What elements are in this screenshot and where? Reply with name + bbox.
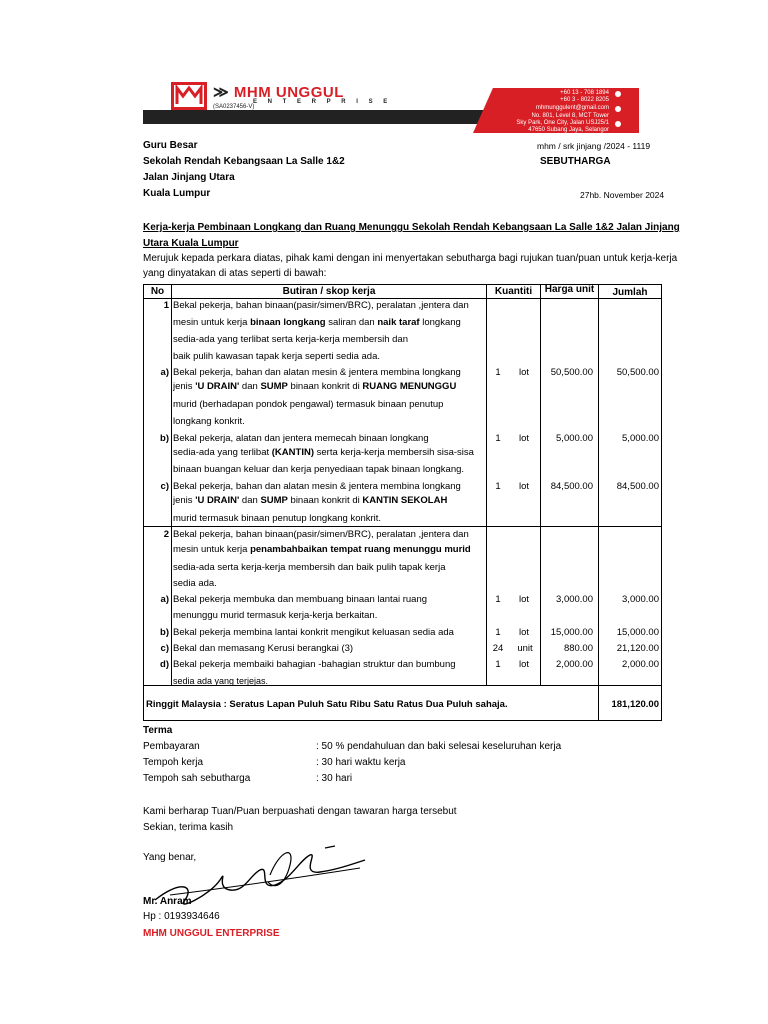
location-icon [615, 121, 621, 127]
email: mhmunggulent@gmail.com [535, 105, 609, 111]
recipient-line-4: Kuala Lumpur [143, 188, 211, 199]
item-label: c) [160, 481, 169, 492]
recipient-line-3: Jalan Jinjang Utara [143, 172, 235, 183]
header-description: Butiran / skop kerja [282, 286, 376, 297]
address-line-2: Sky Park, One City, Jalan USJ25/1 [516, 120, 609, 126]
term-value: : 30 hari waktu kerja [316, 757, 406, 768]
s1-line-3: sedia-ada yang terlibat serta kerja-kerja membersih dan [173, 334, 408, 345]
item-label: d) [160, 659, 169, 670]
col-divider [540, 285, 541, 685]
quantity: 1 [495, 659, 501, 670]
s2-line-3: sedia-ada serta kerja-kerja membersih dan baik pulih tapak kerja [173, 562, 446, 573]
subject-line-1: Kerja-kerja Pembinaan Longkang dan Ruang Menunggu Sekolah Rendah Kebangsaan La Salle 1&2 Jalan Jinjang [143, 222, 680, 233]
c1-line-1: Bekal pekerja, bahan dan alatan mesin & jentera membina longkang [173, 481, 461, 492]
term-label: Pembayaran [143, 741, 200, 752]
item-label: c) [160, 643, 169, 654]
unit: lot [518, 594, 530, 605]
line-total: 5,000.00 [622, 433, 659, 444]
a1-line-3: murid (berhadapan pondok pengawal) termasuk binaan penutup [173, 399, 444, 410]
term-value: : 30 hari [316, 773, 353, 784]
d2-line-1: Bekal pekerja membaiki bahagian -bahagian struktur dan bumbung [173, 659, 456, 670]
s1-line-2: mesin untuk kerja binaan longkang saliran dan naik taraf longkang [173, 317, 461, 328]
line-total: 2,000.00 [622, 659, 659, 670]
s2-line-4: sedia ada. [173, 578, 217, 589]
registration-number: (SA0237456-V) [213, 104, 255, 110]
signature-image [150, 840, 370, 920]
brand-tagline: E N T E R P R I S E [253, 99, 392, 105]
unit: lot [518, 367, 530, 378]
unit: lot [518, 481, 530, 492]
address-line-1: No. 801, Level 8, MCT Tower [531, 113, 609, 119]
address-line-3: 47650 Subang Jaya, Selangor [528, 127, 609, 133]
c1-line-3: murid termasuk binaan penutup longkang konkrit. [173, 513, 382, 524]
b2-line-1: Bekal pekerja membina lantai konkrit mengikut keluasan sedia ada [173, 627, 454, 638]
subject-line-2: Utara Kuala Lumpur [143, 238, 239, 249]
header-total: Jumlah [612, 287, 648, 298]
unit-price: 2,000.00 [556, 659, 593, 670]
col-divider [171, 285, 172, 685]
unit-price: 5,000.00 [556, 433, 593, 444]
sign-off: Yang benar, [143, 852, 197, 863]
term-label: Tempoh kerja [143, 757, 204, 768]
line-total: 15,000.00 [616, 627, 659, 638]
row-number: 1 [163, 300, 169, 311]
unit-price: 880.00 [563, 643, 593, 654]
a2-line-2: menunggu murid termasuk kerja-kerja berkaitan. [173, 610, 378, 621]
quotation-table [143, 284, 662, 721]
b1-line-2: sedia-ada yang terlibat (KANTIN) serta kerja-kerja membersih sisa-sisa [173, 447, 474, 458]
a1-line-2: jenis 'U DRAIN' dan SUMP binaan konkrit di RUANG MENUNGGU [173, 381, 457, 392]
company-name: MHM UNGGUL ENTERPRISE [143, 928, 280, 939]
a1-line-1: Bekal pekerja, bahan dan alatan mesin & jentera membina longkang [173, 367, 461, 378]
unit: lot [518, 433, 530, 444]
s1-line-1: Bekal pekerja, bahan binaan(pasir/simen/BRC), peralatan ,jentera dan [173, 300, 469, 311]
intro-line-2: yang dinyatakan di atas seperti di bawah: [143, 268, 327, 279]
line-total: 21,120.00 [616, 643, 659, 654]
section-divider [144, 526, 661, 527]
intro-line-1: Merujuk kepada perkara diatas, pihak kami dengan ini menyertakan sebutharga bagi rujukan tuan/puan untuk kerja-kerja [143, 253, 678, 264]
unit: lot [518, 659, 530, 670]
item-label: b) [160, 433, 169, 444]
email-icon [615, 106, 621, 112]
line-total: 84,500.00 [616, 481, 659, 492]
term-value: : 50 % pendahuluan dan baki selesai keseluruhan kerja [316, 741, 562, 752]
document-date: 27hb. November 2024 [580, 190, 665, 200]
header-divider [144, 298, 661, 299]
s2-line-2: mesin untuk kerja penambahbaikan tempat ruang menunggu murid [173, 544, 471, 555]
company-logo-icon [171, 82, 207, 110]
phone-icon [615, 91, 621, 97]
signer-phone: Hp : 0193934646 [143, 911, 220, 922]
term-label: Tempoh sah sebutharga [143, 773, 251, 784]
quantity: 1 [495, 367, 501, 378]
unit-price: 3,000.00 [556, 594, 593, 605]
b1-line-3: binaan buangan keluar dan kerja penyediaan tapak binaan longkang. [173, 464, 465, 475]
quantity: 1 [495, 627, 501, 638]
unit-price: 84,500.00 [550, 481, 593, 492]
closing-line-1: Kami berharap Tuan/Puan berpuashati dengan tawaran harga tersebut [143, 806, 457, 817]
phone-2: +60 3 - 8022 8205 [560, 97, 609, 103]
item-label: a) [160, 594, 169, 605]
unit: lot [518, 627, 530, 638]
col-divider [598, 285, 599, 720]
line-total: 50,500.00 [616, 367, 659, 378]
header-quantity: Kuantiti [494, 286, 533, 297]
line-total: 3,000.00 [622, 594, 659, 605]
unit-price: 15,000.00 [550, 627, 593, 638]
total-in-words: Ringgit Malaysia : Seratus Lapan Puluh Satu Ribu Satu Ratus Dua Puluh sahaja. [146, 699, 508, 710]
s2-line-1: Bekal pekerja, bahan binaan(pasir/simen/BRC), peralatan ,jentera dan [173, 529, 469, 540]
unit-price: 50,500.00 [550, 367, 593, 378]
c2-line-1: Bekal dan memasang Kerusi berangkai (3) [173, 643, 354, 654]
brand-name: ≫ MHM UNGGUL [213, 84, 344, 101]
document-type: SEBUTHARGA [540, 156, 611, 167]
item-label: a) [160, 367, 169, 378]
a2-line-1: Bekal pekerja membuka dan membuang binaan lantai ruang [173, 594, 428, 605]
signer-name: Mr. Anram [143, 896, 192, 907]
c1-line-2: jenis 'U DRAIN' dan SUMP binaan konkrit di KANTIN SEKOLAH [173, 495, 448, 506]
d2-line-2: sedia ada yang terjejas. [173, 676, 269, 686]
row-number: 2 [163, 529, 169, 540]
a1-line-4: longkang konkrit. [173, 416, 245, 427]
recipient-line-2: Sekolah Rendah Kebangsaan La Salle 1&2 [143, 156, 345, 167]
b1-line-1: Bekal pekerja, alatan dan jentera memecah binaan longkang [173, 433, 429, 444]
s1-line-4: baik pulih kawasan tapak kerja seperti sedia ada. [173, 351, 381, 362]
quantity: 1 [495, 594, 501, 605]
quantity: 1 [495, 481, 501, 492]
header-unit-price: Harga unit [544, 284, 595, 295]
letterhead [143, 80, 639, 133]
terms-title: Terma [143, 725, 173, 736]
recipient-line-1: Guru Besar [143, 140, 198, 151]
unit: unit [517, 643, 533, 654]
phone-1: +60 13 - 708 1894 [560, 90, 609, 96]
col-divider [486, 285, 487, 685]
grand-total: 181,120.00 [611, 699, 659, 710]
header-no: No [150, 286, 165, 297]
quantity: 1 [495, 433, 501, 444]
reference-number: mhm / srk jinjang /2024 - 1119 [537, 141, 651, 151]
closing-line-2: Sekian, terima kasih [143, 822, 234, 833]
quantity: 24 [492, 643, 504, 654]
item-label: b) [160, 627, 169, 638]
